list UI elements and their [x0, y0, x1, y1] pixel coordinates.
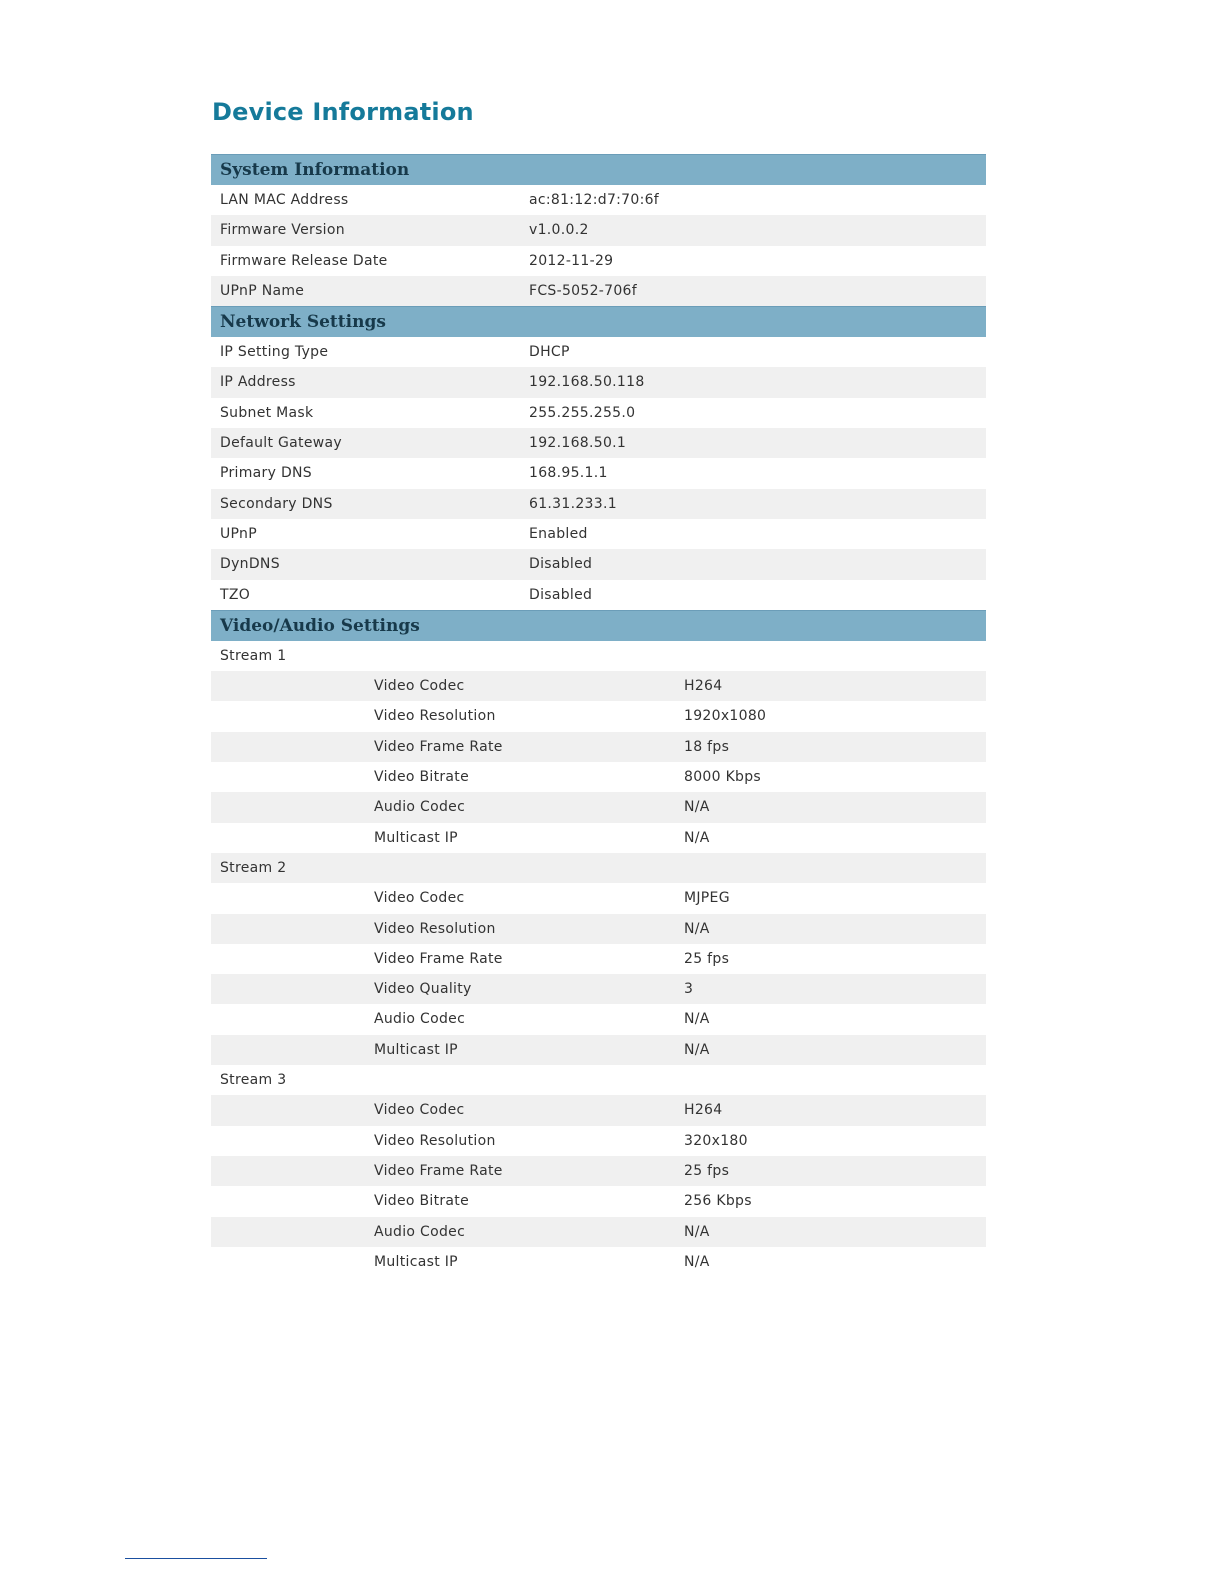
- row-value: 320x180: [684, 1132, 748, 1149]
- row-label: IP Setting Type: [220, 344, 329, 361]
- row-label: Subnet Mask: [220, 404, 314, 421]
- table-row: [211, 1126, 986, 1156]
- row-label: Audio Codec: [374, 799, 466, 816]
- row-value: Enabled: [529, 525, 588, 542]
- row-value: N/A: [684, 829, 710, 846]
- row-value: v1.0.0.2: [529, 222, 589, 239]
- device-info-table: [211, 154, 986, 1277]
- row-label: Video Bitrate: [374, 769, 469, 786]
- table-row: [211, 1095, 986, 1125]
- row-value: ac:81:12:d7:70:6f: [529, 192, 660, 208]
- row-label: Video Frame Rate: [374, 1162, 503, 1179]
- row-label: Video Frame Rate: [374, 950, 503, 967]
- table-row: [211, 762, 986, 792]
- row-label: DynDNS: [220, 556, 280, 573]
- row-label: Video Frame Rate: [374, 738, 503, 755]
- row-label: Video Codec: [374, 890, 465, 907]
- row-value: 192.168.50.118: [529, 374, 645, 391]
- row-label: Audio Codec: [374, 1011, 466, 1028]
- row-value: 2012-11-29: [529, 252, 614, 269]
- table-row: [211, 671, 986, 701]
- table-row: [211, 428, 986, 458]
- table-row: [211, 1004, 986, 1034]
- row-value: N/A: [684, 1041, 710, 1058]
- row-value: H264: [684, 678, 723, 695]
- row-label: Multicast IP: [374, 829, 458, 846]
- row-value: 256 Kbps: [684, 1193, 752, 1210]
- table-row: [211, 549, 986, 579]
- row-label: Video Resolution: [374, 920, 496, 937]
- row-value: N/A: [684, 1223, 710, 1240]
- stream-row: [211, 641, 986, 671]
- section-header-system-information: System Information: [211, 154, 986, 185]
- table-row: [211, 1156, 986, 1186]
- table-row: [211, 246, 986, 276]
- stream-label: Stream 2: [220, 859, 287, 876]
- table-row: [211, 458, 986, 488]
- row-label: Multicast IP: [374, 1041, 458, 1058]
- stream-label: Stream 1: [220, 647, 287, 664]
- row-value: 8000 Kbps: [684, 769, 762, 786]
- row-value: 18 fps: [684, 738, 730, 755]
- stream-row: [211, 853, 986, 883]
- row-value: N/A: [684, 920, 710, 937]
- row-value: 168.95.1.1: [529, 465, 608, 482]
- row-label: TZO: [220, 586, 251, 603]
- table-row: [211, 974, 986, 1004]
- page-title: Device Information: [212, 98, 474, 126]
- table-row: [211, 519, 986, 549]
- stream-row: [211, 1065, 986, 1095]
- row-label: Firmware Release Date: [220, 252, 388, 269]
- table-row: [211, 580, 986, 610]
- row-label: Video Bitrate: [374, 1193, 469, 1210]
- table-row: [211, 701, 986, 731]
- row-label: Primary DNS: [220, 465, 312, 482]
- table-row: [211, 1186, 986, 1216]
- row-label: Video Resolution: [374, 708, 496, 725]
- table-row: [211, 823, 986, 853]
- row-label: Audio Codec: [374, 1223, 466, 1240]
- row-label: Firmware Version: [220, 222, 345, 239]
- table-row: [211, 732, 986, 762]
- row-value: 3: [684, 981, 694, 998]
- table-row: [211, 883, 986, 913]
- table-row: [211, 792, 986, 822]
- row-value: N/A: [684, 1011, 710, 1028]
- section-header-network-settings: Network Settings: [211, 306, 986, 337]
- row-value: 1920x1080: [684, 708, 767, 725]
- table-row: [211, 1035, 986, 1065]
- table-row: [211, 215, 986, 245]
- row-label: Default Gateway: [220, 435, 342, 452]
- table-row: [211, 1217, 986, 1247]
- row-value: 25 fps: [684, 1162, 730, 1179]
- table-row: [211, 276, 986, 306]
- row-label: LAN MAC Address: [220, 192, 349, 208]
- row-label: Multicast IP: [374, 1253, 458, 1270]
- row-value: N/A: [684, 1253, 710, 1270]
- row-label: Video Resolution: [374, 1132, 496, 1149]
- row-value: Disabled: [529, 586, 593, 603]
- row-label: IP Address: [220, 374, 296, 391]
- row-value: Disabled: [529, 556, 593, 573]
- row-value: 25 fps: [684, 950, 730, 967]
- row-label: Video Quality: [374, 981, 472, 998]
- row-value: DHCP: [529, 344, 570, 361]
- footnote-divider: [125, 1558, 267, 1559]
- row-value: 61.31.233.1: [529, 495, 617, 512]
- row-value: FCS-5052-706f: [529, 282, 637, 299]
- row-value: MJPEG: [684, 890, 730, 907]
- table-row: [211, 944, 986, 974]
- section-header-video-audio-settings: Video/Audio Settings: [211, 610, 986, 641]
- row-label: Video Codec: [374, 1102, 465, 1119]
- table-row: [211, 1247, 986, 1277]
- stream-label: Stream 3: [220, 1072, 287, 1089]
- row-label: UPnP: [220, 525, 257, 542]
- table-row: [211, 185, 986, 215]
- table-row: [211, 489, 986, 519]
- table-row: [211, 914, 986, 944]
- row-label: UPnP Name: [220, 282, 305, 299]
- row-value: N/A: [684, 799, 710, 816]
- row-label: Secondary DNS: [220, 495, 333, 512]
- table-row: [211, 337, 986, 367]
- table-row: [211, 367, 986, 397]
- row-value: H264: [684, 1102, 723, 1119]
- row-value: 192.168.50.1: [529, 435, 627, 452]
- table-row: [211, 398, 986, 428]
- row-label: Video Codec: [374, 678, 465, 695]
- row-value: 255.255.255.0: [529, 404, 636, 421]
